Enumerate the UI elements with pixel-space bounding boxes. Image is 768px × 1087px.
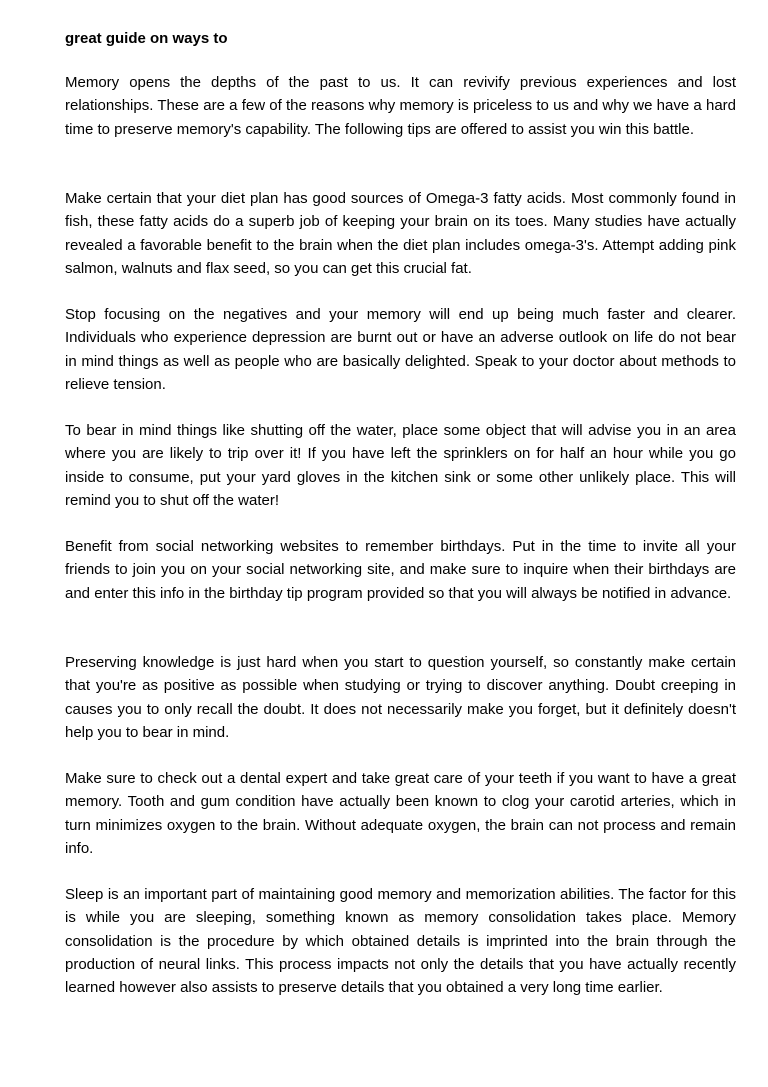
- document-title: great guide on ways to: [65, 30, 228, 47]
- paragraph-intro: Memory opens the depths of the past to us. It can revivify previous experiences and lost relationships. These are a few of the reasons why memory is priceless to us and why we have a hard time to preserve memory's capability. The following tips are offered to assist you win this battle.: [65, 74, 736, 138]
- paragraph-confidence: Preserving knowledge is just hard when you start to question yourself, so constantly make certain that you're as positive as possible when studying or trying to discover anything. Doubt creeping in causes you to only recall the doubt. It does not necessarily make you forget, but it definitely doesn't help you to bear in mind.: [65, 654, 736, 741]
- paragraph-omega-3: Make certain that your diet plan has good sources of Omega-3 fatty acids. Most commonly found in fish, these fatty acids do a superb job of keeping your brain on its toes. Many studies have actually revealed a favorable benefit to the brain when the diet plan includes omega-3's. Attempt adding pink salmon, walnuts and flax seed, so you can get this crucial fat.: [65, 190, 736, 277]
- paragraph-birthdays: Benefit from social networking websites to remember birthdays. Put in the time to invite all your friends to join you on your social networking site, and make sure to inquire when their birthdays are and enter this info in the birthday tip program provided so that you will always be notified in advance.: [65, 538, 736, 602]
- paragraph-sleep: Sleep is an important part of maintaining good memory and memorization abilities. The factor for this is while you are sleeping, something known as memory consolidation takes place. Memory consolidation is the procedure by which obtained details is imprinted into the brain through the production of neural links. This process impacts not only the details that you have actually recently learned however also assists to preserve details that you obtained a very long time earlier.: [65, 886, 736, 997]
- paragraph-negatives: Stop focusing on the negatives and your memory will end up being much faster and clearer. Individuals who experience depression are burnt out or have an adverse outlook on life do not bear in mind things as well as people who are basically delighted. Speak to your doctor about methods to relieve tension.: [65, 306, 736, 393]
- paragraph-water-reminder: To bear in mind things like shutting off the water, place some object that will advise you in an area where you are likely to trip over it! If you have left the sprinklers on for half an hour while you go inside to consume, put your yard gloves in the kitchen sink or some other unlikely place. This will remind you to shut off the water!: [65, 422, 736, 509]
- paragraph-dental: Make sure to check out a dental expert and take great care of your teeth if you want to have a great memory. Tooth and gum condition have actually been known to clog your carotid arteries, which in turn minimizes oxygen to the brain. Without adequate oxygen, the brain can not process and remain info.: [65, 770, 736, 857]
